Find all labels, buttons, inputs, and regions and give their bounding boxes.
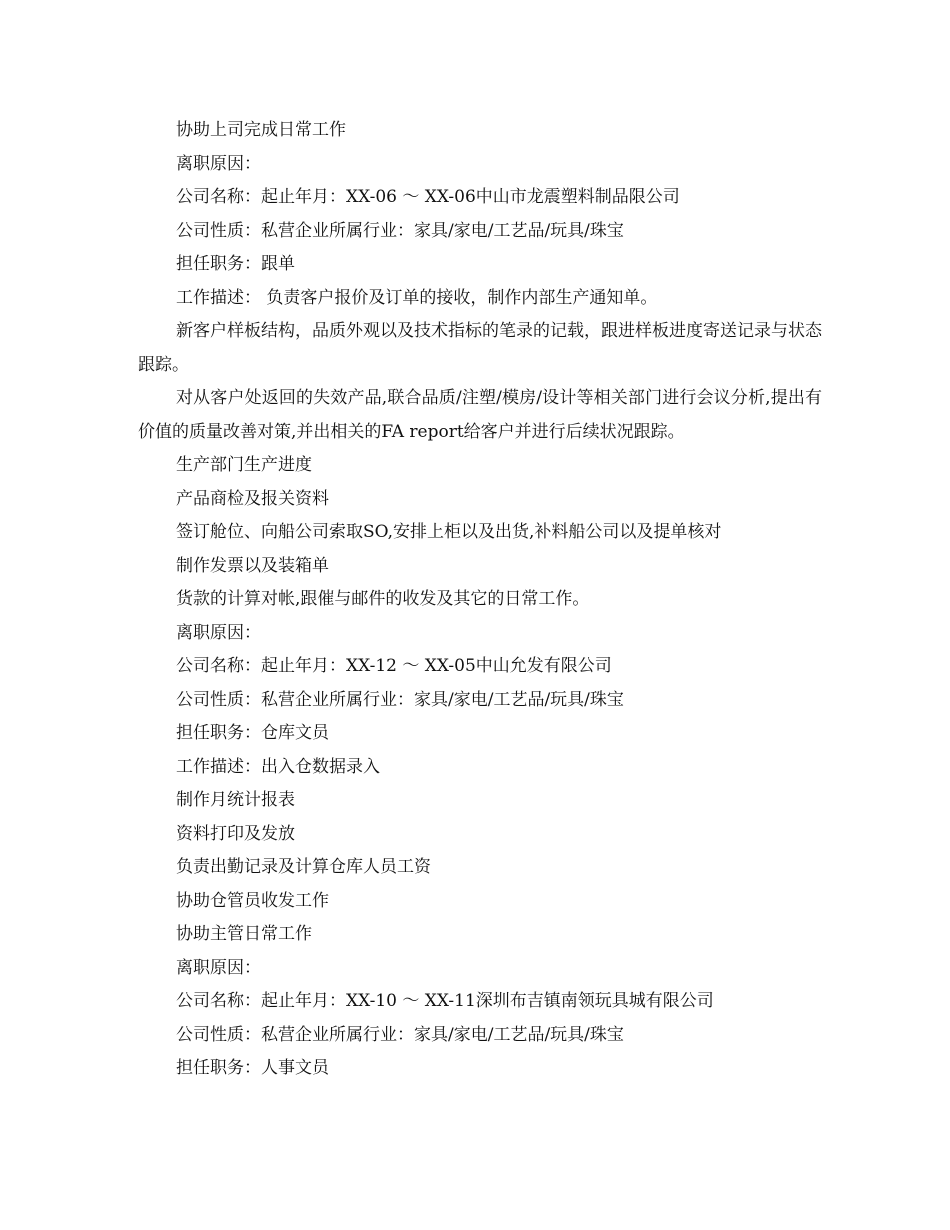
paragraph: 生产部门生产进度 xyxy=(176,455,312,475)
paragraph: 公司名称：起止年月：XX-10 ～ XX-11深圳布吉镇南领玩具城有限公司 xyxy=(176,991,714,1011)
paragraph: 新客户样板结构，品质外观以及技术指标的笔录的记载，跟进样板进度寄送记录与状态跟踪。 xyxy=(138,321,822,375)
paragraph: 产品商检及报关资料 xyxy=(176,488,329,509)
paragraph: 货款的计算对帐,跟催与邮件的收发及其它的日常工作。 xyxy=(176,589,590,609)
paragraph: 制作月统计报表 xyxy=(176,790,295,810)
paragraph: 资料打印及发放 xyxy=(176,823,295,844)
document-body xyxy=(138,114,822,1086)
paragraph: 担任职务：跟单 xyxy=(176,254,295,274)
paragraph: 工作描述： 负责客户报价及订单的接收，制作内部生产通知单。 xyxy=(176,287,658,308)
paragraph: 制作发票以及装箱单 xyxy=(176,555,329,576)
paragraph: 离职原因： xyxy=(176,957,261,978)
paragraph: 对从客户处返回的失效产品,联合品质/注塑/模房/设计等相关部门进行会议分析,提出有价值的质量改善对策,并出相关的FA report给客户并进行后续状况跟踪。 xyxy=(138,388,822,442)
paragraph: 公司性质：私营企业所属行业：家具/家电/工艺品/玩具/珠宝 xyxy=(176,220,624,241)
paragraph: 公司名称：起止年月：XX-06 ～ XX-06中山市龙震塑料制品限公司 xyxy=(176,187,680,207)
paragraph: 签订舱位、向船公司索取SO,安排上柜以及出货,补料船公司以及提单核对 xyxy=(176,522,722,542)
paragraph: 负责出勤记录及计算仓库人员工资 xyxy=(176,857,431,877)
paragraph: 协助主管日常工作 xyxy=(176,924,312,944)
paragraph: 离职原因： xyxy=(176,622,261,643)
paragraph: 协助仓管员收发工作 xyxy=(176,890,329,911)
paragraph: 担任职务：仓库文员 xyxy=(176,723,329,743)
paragraph: 公司性质：私营企业所属行业：家具/家电/工艺品/玩具/珠宝 xyxy=(176,689,624,710)
paragraph: 离职原因： xyxy=(176,153,261,174)
paragraph: 公司性质：私营企业所属行业：家具/家电/工艺品/玩具/珠宝 xyxy=(176,1024,624,1045)
paragraph: 工作描述：出入仓数据录入 xyxy=(176,756,380,777)
paragraph: 担任职务：人事文员 xyxy=(176,1058,329,1078)
paragraph: 公司名称：起止年月：XX-12 ～ XX-05中山允发有限公司 xyxy=(176,656,612,676)
paragraph: 协助上司完成日常工作 xyxy=(176,120,346,140)
